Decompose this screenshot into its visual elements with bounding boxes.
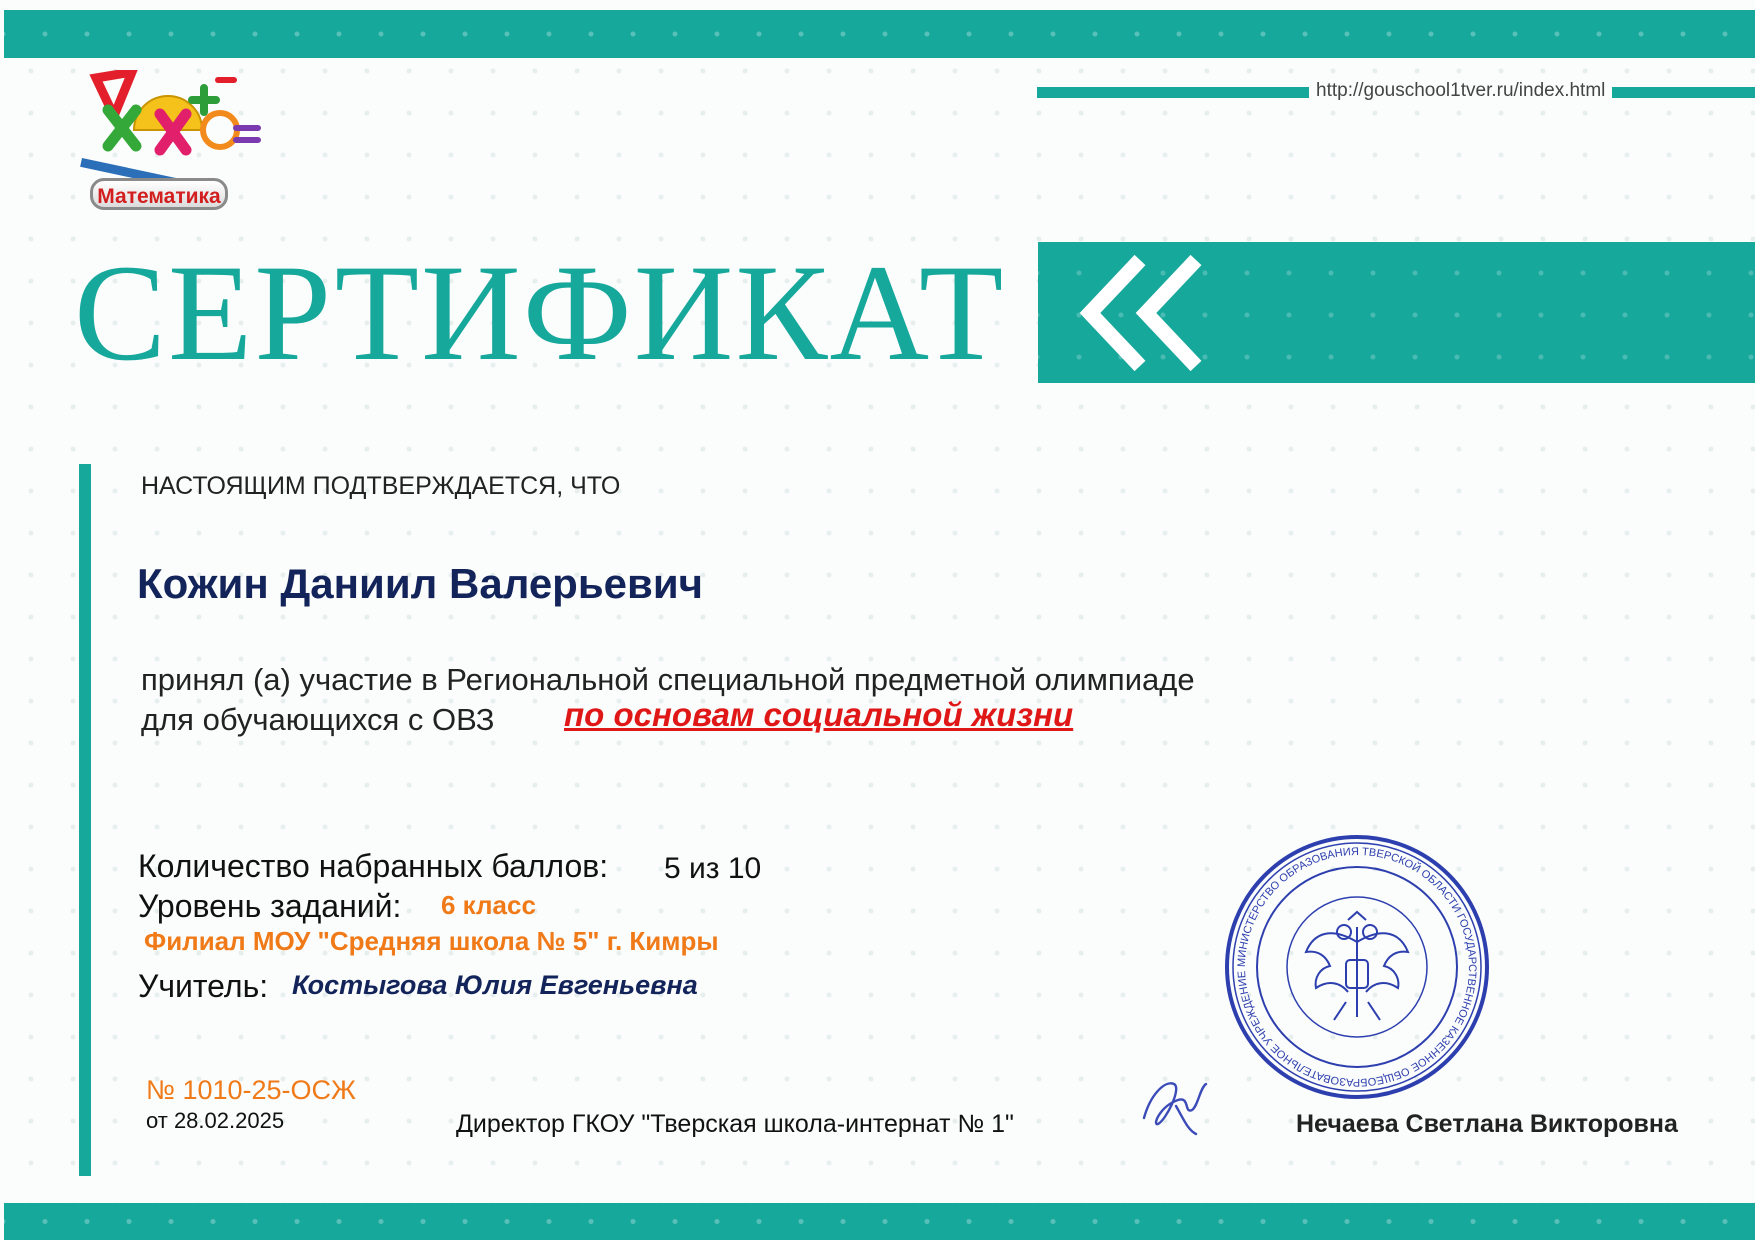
double-chevron-icon — [1078, 252, 1218, 374]
school-name: Филиал МОУ "Средняя школа № 5" г. Кимры — [144, 926, 719, 956]
olympiad-subject: по основам социальной жизни — [564, 696, 1074, 733]
level-label: Уровень заданий: — [138, 888, 402, 924]
confirm-text: НАСТОЯЩИМ ПОДТВЕРЖДАЕТСЯ, ЧТО — [141, 472, 621, 500]
logo-label: Математика — [90, 178, 228, 210]
description-line-1: принял (а) участие в Региональной специальной предметной олимпиаде — [141, 662, 1195, 697]
seal-ring-text: МИНИСТЕРСТВО ОБРАЗОВАНИЯ ТВЕРСКОЙ ОБЛАСТИ ГОСУДАРСТВЕННОЕ КАЗЕННОЕ ОБЩЕОБРАЗОВАТЕЛЬНОЕ УЧРЕЖДЕНИЕ — [1235, 845, 1479, 1089]
left-accent-bar — [79, 464, 91, 1176]
coat-of-arms-icon — [1306, 912, 1408, 1020]
description-line-2: для обучающихся с ОВЗ — [141, 702, 495, 737]
document-date: от 28.02.2025 — [146, 1108, 285, 1133]
website-url[interactable]: http://gouschool1tver.ru/index.html — [1316, 80, 1606, 101]
score-label: Количество набранных баллов: — [138, 848, 609, 884]
title-decorative-band — [1038, 242, 1755, 383]
official-seal — [1222, 832, 1492, 1102]
level-value: 6 класс — [441, 890, 536, 920]
top-decorative-band — [4, 10, 1755, 58]
participant-name: Кожин Даниил Валерьевич — [137, 560, 704, 607]
url-line-right — [1612, 87, 1755, 98]
director-signature — [1136, 1070, 1216, 1140]
score-value: 5 из 10 — [664, 852, 762, 885]
director-title: Директор ГКОУ "Тверская школа-интернат № 1" — [456, 1110, 1014, 1138]
bottom-decorative-band — [4, 1203, 1755, 1240]
teacher-name: Костыгова Юлия Евгеньевна — [292, 970, 698, 1000]
certificate-title: СЕРТИФИКАТ — [74, 236, 1006, 389]
math-logo — [74, 70, 270, 220]
teacher-label: Учитель: — [138, 968, 269, 1004]
director-name: Нечаева Светлана Викторовна — [1296, 1110, 1678, 1138]
document-number: № 1010-25-ОСЖ — [146, 1075, 356, 1105]
url-line-left — [1037, 87, 1309, 98]
